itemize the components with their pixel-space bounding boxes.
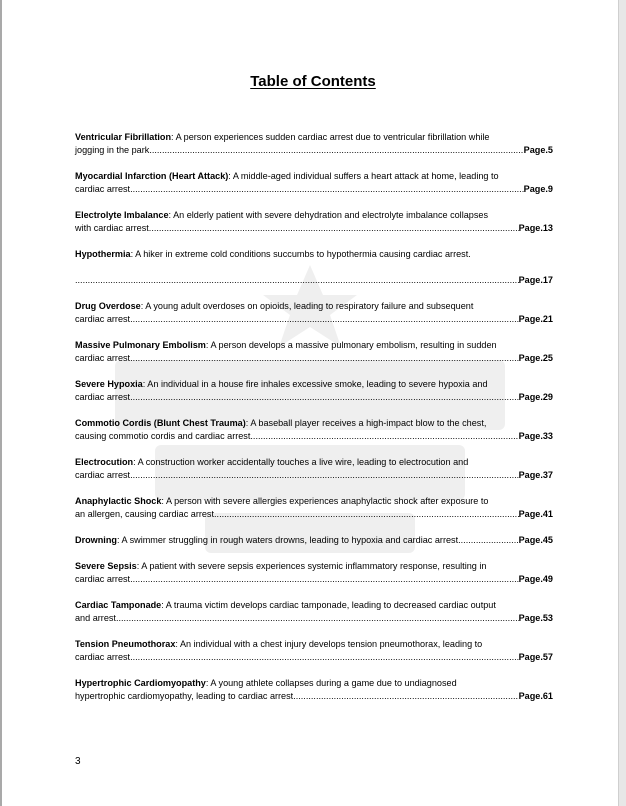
toc-entry[interactable] bbox=[75, 131, 553, 157]
scroll-edge bbox=[618, 0, 626, 806]
toc-entry-description: : A middle-aged individual suffers a heart attack at home, leading to bbox=[228, 171, 499, 181]
dot-leader bbox=[149, 222, 519, 235]
toc-entry-continuation: an allergen, causing cardiac arrest bbox=[75, 509, 215, 519]
toc-entry-continuation: cardiac arrest bbox=[75, 470, 131, 480]
toc-entry-description: : A hiker in extreme cold conditions succumbs to hypothermia causing cardiac arrest. bbox=[130, 249, 471, 259]
toc-page-reference: Page.13 bbox=[518, 223, 553, 233]
toc-entry-description: : A person develops a massive pulmonary embolism, resulting in sudden bbox=[205, 340, 497, 350]
toc-entry-heading: Severe Hypoxia bbox=[75, 379, 143, 389]
toc-entry-heading: Severe Sepsis bbox=[75, 561, 137, 571]
page-title: Table of Contents bbox=[250, 73, 376, 90]
toc-entry[interactable] bbox=[75, 456, 553, 482]
toc-entry-continuation: and arrest bbox=[75, 613, 116, 623]
toc-page-reference: Page.17 bbox=[518, 275, 553, 285]
toc-page-reference: Page.57 bbox=[518, 652, 553, 662]
toc-page-reference: Page.45 bbox=[518, 535, 553, 545]
toc-entry-description: : A construction worker accidentally touches a live wire, leading to electrocution and bbox=[133, 457, 469, 467]
toc-entry-description: : An individual with a chest injury develops tension pneumothorax, leading to bbox=[175, 639, 483, 649]
toc-entry-continuation: causing commotio cordis and cardiac arrest bbox=[75, 431, 251, 441]
dot-leader bbox=[214, 508, 519, 521]
toc-entry[interactable] bbox=[75, 495, 553, 521]
dot-leader bbox=[130, 183, 524, 196]
dot-leader bbox=[130, 352, 519, 365]
dot-leader bbox=[130, 391, 519, 404]
toc-entry[interactable] bbox=[75, 339, 553, 365]
dot-leader bbox=[461, 534, 519, 547]
toc-list bbox=[75, 131, 553, 716]
toc-page-reference: Page.49 bbox=[518, 574, 553, 584]
toc-entry-continuation: cardiac arrest bbox=[75, 652, 131, 662]
toc-entry-heading: Commotio Cordis (Blunt Chest Trauma) bbox=[75, 418, 246, 428]
toc-entry-continuation: cardiac arrest bbox=[75, 184, 131, 194]
toc-entry-continuation: cardiac arrest bbox=[75, 574, 131, 584]
toc-entry-heading: Hypertrophic Cardiomyopathy bbox=[75, 678, 206, 688]
toc-entry[interactable] bbox=[75, 300, 553, 326]
dot-leader bbox=[250, 430, 518, 443]
toc-page-reference: Page.37 bbox=[518, 470, 553, 480]
toc-entry-continuation: cardiac arrest bbox=[75, 392, 131, 402]
toc-entry-continuation: cardiac arrest bbox=[75, 314, 131, 324]
page-number: 3 bbox=[75, 756, 81, 767]
toc-entry-description: : An individual in a house fire inhales excessive smoke, leading to severe hypoxia and bbox=[142, 379, 488, 389]
toc-entry-heading: Hypothermia bbox=[75, 249, 131, 259]
toc-entry-description: : A young athlete collapses during a game due to undiagnosed bbox=[205, 678, 457, 688]
page-edge-left bbox=[0, 0, 2, 806]
toc-page-reference: Page.61 bbox=[518, 691, 553, 701]
toc-entry[interactable] bbox=[75, 677, 553, 703]
dot-leader bbox=[116, 612, 519, 625]
toc-page-reference: Page.25 bbox=[518, 353, 553, 363]
toc-entry-description: : A person experiences sudden cardiac arrest due to ventricular fibrillation while bbox=[171, 132, 490, 142]
toc-entry-heading: Drug Overdose bbox=[75, 301, 141, 311]
toc-entry-heading: Cardiac Tamponade bbox=[75, 600, 162, 610]
toc-entry-continuation: cardiac arrest bbox=[75, 353, 131, 363]
toc-entry[interactable] bbox=[75, 378, 553, 404]
toc-entry[interactable] bbox=[75, 638, 553, 664]
toc-entry-description: : A baseball player receives a high-impact blow to the chest, bbox=[245, 418, 487, 428]
toc-entry-continuation: jogging in the park bbox=[75, 145, 150, 155]
toc-entry-heading: Drowning bbox=[75, 535, 117, 545]
dot-leader bbox=[75, 274, 519, 287]
dot-leader bbox=[293, 690, 518, 703]
toc-entry-continuation: with cardiac arrest bbox=[75, 223, 149, 233]
toc-entry[interactable] bbox=[75, 417, 553, 443]
toc-entry[interactable] bbox=[75, 534, 553, 547]
dot-leader bbox=[130, 651, 519, 664]
toc-entry[interactable] bbox=[75, 209, 553, 235]
toc-entry-heading: Electrocution bbox=[75, 457, 134, 467]
toc-entry-heading: Massive Pulmonary Embolism bbox=[75, 340, 206, 350]
toc-entry-heading: Anaphylactic Shock bbox=[75, 496, 162, 506]
toc-page-reference: Page.9 bbox=[523, 184, 553, 194]
toc-page-reference: Page.53 bbox=[518, 613, 553, 623]
toc-entry[interactable] bbox=[75, 560, 553, 586]
toc-entry-description: : A trauma victim develops cardiac tamponade, leading to decreased cardiac output bbox=[161, 600, 496, 610]
toc-entry[interactable] bbox=[75, 170, 553, 196]
dot-leader bbox=[130, 573, 519, 586]
toc-page-reference: Page.41 bbox=[518, 509, 553, 519]
toc-entry-description: : A person with severe allergies experiences anaphylactic shock after exposure to bbox=[161, 496, 489, 506]
toc-entry-heading: Tension Pneumothorax bbox=[75, 639, 176, 649]
toc-entry-description: : An elderly patient with severe dehydration and electrolyte imbalance collapses bbox=[168, 210, 488, 220]
toc-entry-description: : A young adult overdoses on opioids, leading to respiratory failure and subsequent bbox=[140, 301, 474, 311]
toc-entry-description: : A swimmer struggling in rough waters drowns, leading to hypoxia and cardiac arrest. bbox=[116, 535, 461, 545]
toc-entry-heading: Ventricular Fibrillation bbox=[75, 132, 172, 142]
toc-entry-heading: Electrolyte Imbalance bbox=[75, 210, 169, 220]
dot-leader bbox=[149, 144, 523, 157]
toc-entry-continuation: hypertrophic cardiomyopathy, leading to cardiac arrest bbox=[75, 691, 294, 701]
toc-entry[interactable] bbox=[75, 599, 553, 625]
toc-entry-heading: Myocardial Infarction (Heart Attack) bbox=[75, 171, 229, 181]
toc-page-reference: Page.33 bbox=[518, 431, 553, 441]
toc-page-reference: Page.5 bbox=[523, 145, 553, 155]
dot-leader bbox=[130, 469, 519, 482]
dot-leader bbox=[130, 313, 519, 326]
toc-entry[interactable] bbox=[75, 248, 553, 287]
toc-entry-description: : A patient with severe sepsis experiences systemic inflammatory response, resulting in bbox=[136, 561, 487, 571]
toc-page-reference: Page.29 bbox=[518, 392, 553, 402]
toc-page-reference: Page.21 bbox=[518, 314, 553, 324]
